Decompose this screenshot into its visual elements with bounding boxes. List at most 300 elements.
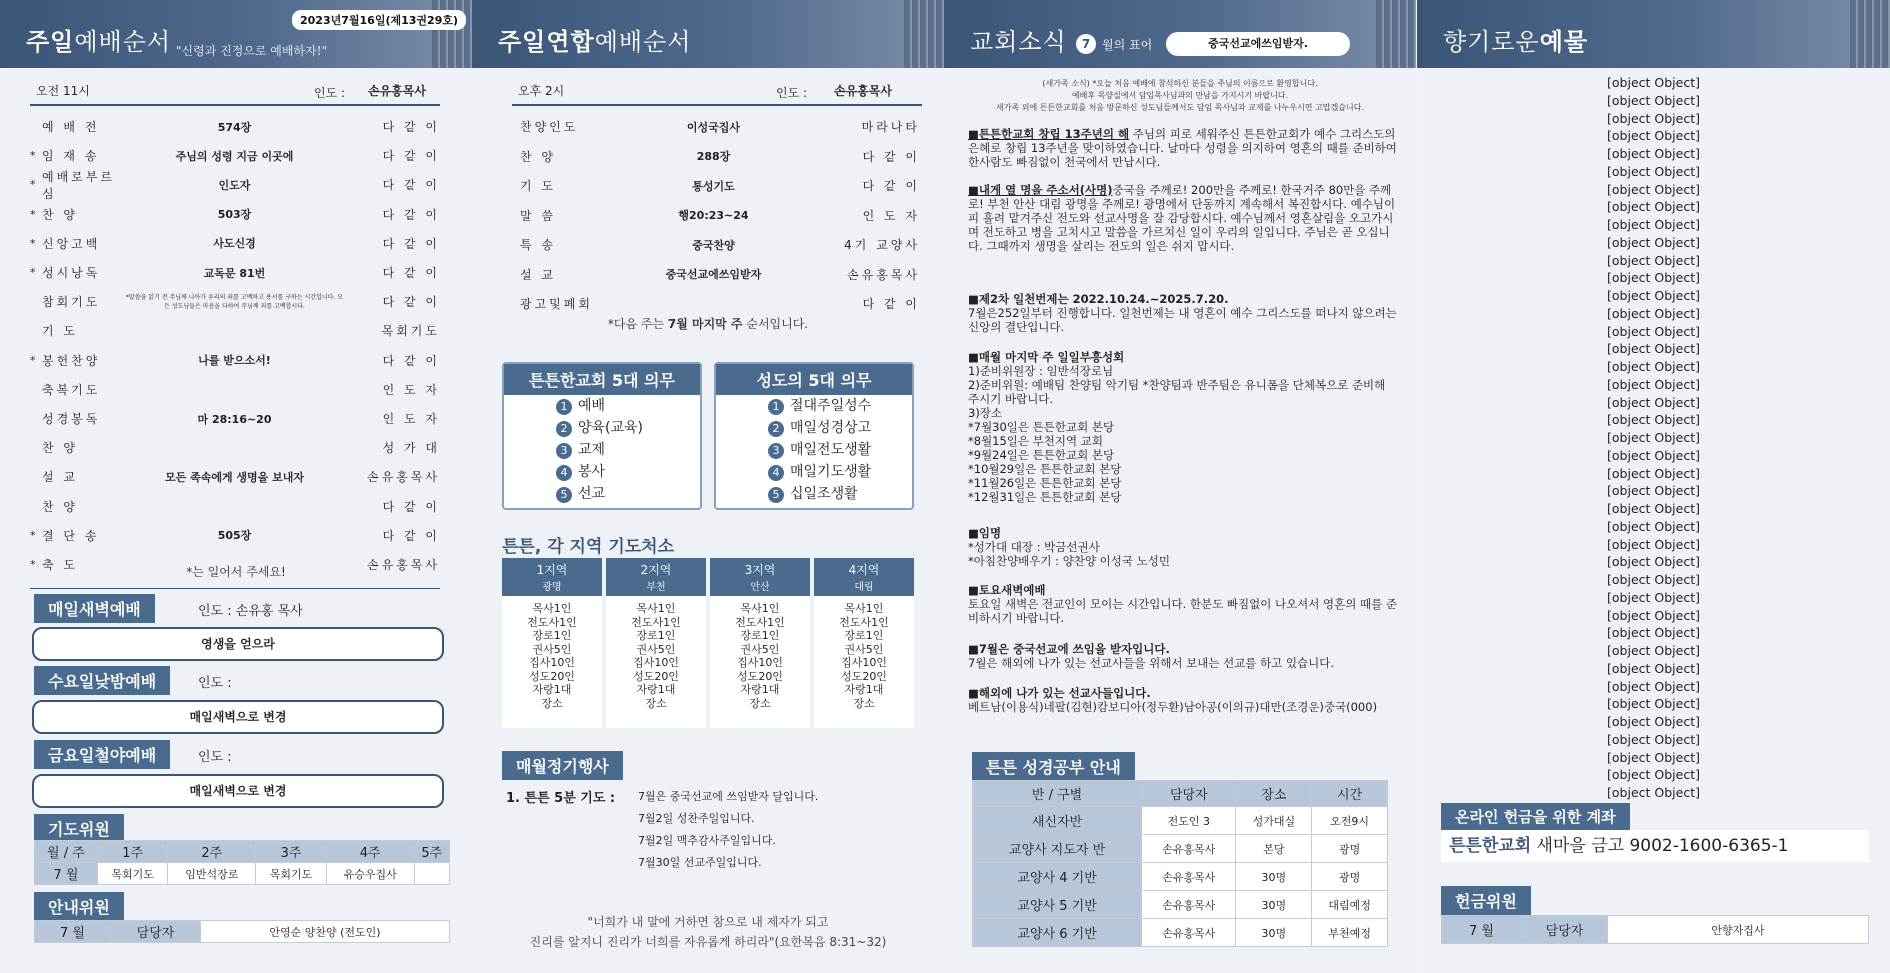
td: 7 월 bbox=[35, 863, 98, 885]
row-name: 축 도 bbox=[42, 558, 78, 572]
td: 30명 bbox=[1236, 863, 1312, 891]
fri-note: 매일새벽으로 변경 bbox=[32, 774, 444, 808]
offering-line: [object Object] bbox=[1607, 607, 1700, 623]
row-name: 광고및폐회 bbox=[520, 297, 593, 311]
region-cell: 장소 bbox=[541, 696, 563, 710]
row-mark: * bbox=[30, 178, 36, 192]
offering-line: [object Object] bbox=[1607, 323, 1700, 339]
offering-line: [object Object] bbox=[1607, 643, 1700, 658]
order-row bbox=[30, 521, 440, 550]
region-cell: 목사1인 bbox=[636, 602, 676, 615]
news-offering: ■제2차 일천번제는 2022.10.24.~2025.7.20. 7월은252일부터 진행합니다. 일천번제는 내 영혼이 예수 그리스도를 떠나지 않으려는 신앙의 결단입니다. bbox=[968, 292, 1397, 334]
events-list bbox=[638, 786, 818, 874]
order-row bbox=[30, 433, 440, 462]
region-column bbox=[710, 558, 810, 728]
row-content: 503장 bbox=[217, 208, 252, 222]
panel-offerings bbox=[1417, 0, 1890, 973]
account-box: 튼튼한교회 새마을 금고 9002-1600-6365-1 bbox=[1441, 830, 1869, 862]
intro-3: 새가족 외에 튼튼한교회를 처음 방문하신 성도님들께서도 담임 목사님과 교제를 나누우시면 고맙겠습니다. bbox=[995, 103, 1364, 112]
row-name: 특 송 bbox=[520, 238, 556, 252]
news-mission: ■내게 열 명을 주소서(사명)중국을 주께로! 200만을 주께로! 한국거주 80만을 주께로! 부천 안산 대림 광명을 주께로! 광명에서 단동까지 계속해서 복진합시다. 예수님이 피 흘려 맡겨주신 전도와 선교사명을 잘 감당합시다. 예수님께서 영혼살림을 오고가시며 전도하고 병을 고치시고 말씀을 가르치신 일이 우리의 일입니다. 주님은 곧 오십니다. 그때까지 생명을 살리는 전도의 일은 쉬지 맙시다. bbox=[968, 183, 1396, 253]
row-content: 모든 족속에게 생명을 보내자 bbox=[165, 470, 304, 484]
row-who: 다 같 이 bbox=[382, 499, 440, 514]
offering-line: [object Object] bbox=[1607, 678, 1700, 694]
row-name: 결 단 송 bbox=[42, 528, 100, 543]
regions-grid bbox=[502, 558, 914, 728]
offering-line: [object Object] bbox=[1607, 146, 1700, 161]
news-anniversary: ■튼튼한교회 창립 13주년의 해 주님의 피로 세워주신 튼튼한교회가 예수 그리스도의 은혜로 창립 13주년을 맞이하였습니다. 날마다 성령을 의지하여 영혼의 때를 준비하여 한사람도 빠짐없이 천국에서 만납시다. bbox=[968, 127, 1397, 169]
duty-label: 매일기도생활 bbox=[790, 464, 872, 480]
row-content: 인도자 bbox=[218, 178, 251, 192]
region-cell: 성도20인 bbox=[529, 669, 575, 683]
duty-number: 4 bbox=[556, 465, 572, 481]
offering-line: [object Object] bbox=[1607, 92, 1700, 108]
row-who: 손유홍목사 bbox=[367, 470, 440, 485]
region-cell: 전도사1인 bbox=[527, 615, 577, 629]
row-who: 인 도 자 bbox=[382, 382, 440, 397]
row-mark: * bbox=[30, 266, 36, 279]
leader-label: 인도 : bbox=[776, 86, 808, 100]
region-cell: 권사5인 bbox=[844, 642, 884, 656]
region-column bbox=[502, 558, 602, 728]
order-row bbox=[520, 260, 920, 289]
td: 손유홍목사 bbox=[1142, 919, 1236, 947]
row-who: 다 같 이 bbox=[862, 179, 920, 193]
offering-line: [object Object] bbox=[1607, 234, 1700, 250]
order-row bbox=[30, 258, 440, 287]
row-who: 인 도 자 bbox=[862, 208, 920, 223]
th: 반 / 구별 bbox=[973, 781, 1142, 807]
offering-line: [object Object] bbox=[1607, 288, 1700, 303]
events-head: 1. 튼튼 5분 기도 : bbox=[506, 791, 616, 806]
offering-line: [object Object] bbox=[1607, 412, 1700, 428]
news-line: *아침찬양배우기 : 양찬양 이성국 노성민 bbox=[968, 554, 1170, 568]
duty-label: 매일전도생활 bbox=[790, 442, 872, 458]
td: 임반석장로 bbox=[168, 863, 256, 885]
region-header bbox=[606, 558, 706, 596]
td: 교양사 5 기반 bbox=[973, 891, 1142, 919]
duty-item bbox=[504, 439, 700, 461]
offering-line: [object Object] bbox=[1607, 660, 1700, 676]
region-cell: 전도사1인 bbox=[631, 615, 681, 629]
order-row bbox=[30, 375, 440, 404]
td: 7 월 bbox=[1442, 916, 1522, 944]
region-cell: 집사10인 bbox=[737, 656, 783, 669]
td: 성가대실 bbox=[1236, 807, 1312, 835]
order-row bbox=[520, 201, 920, 230]
row-name: 신앙고백 bbox=[42, 236, 101, 251]
row-name: 설 교 bbox=[520, 267, 556, 282]
offering-committee-table bbox=[1441, 915, 1869, 944]
th: 장소 bbox=[1236, 781, 1312, 807]
region-cell: 자랑1대 bbox=[532, 683, 572, 696]
offering-line: [object Object] bbox=[1607, 749, 1700, 765]
bible-study-tag: 튼튼 성경공부 안내 bbox=[972, 752, 1135, 781]
td: 안영순 양찬양 (전도인) bbox=[201, 921, 450, 943]
row-who: 다 같 이 bbox=[382, 236, 440, 251]
church-duties-box bbox=[502, 362, 702, 510]
box-title: 성도의 5대 의무 bbox=[716, 364, 912, 395]
online-offering-tag: 온라인 헌금을 위한 계좌 bbox=[1441, 803, 1630, 830]
th: 5주 bbox=[414, 841, 449, 863]
td: 손유홍목사 bbox=[1142, 891, 1236, 919]
duty-number: 4 bbox=[768, 465, 784, 481]
building-graphic bbox=[1376, 0, 1416, 68]
offering-line: [object Object] bbox=[1607, 625, 1700, 641]
row-content: 이성국집사 bbox=[686, 120, 741, 134]
news-line: *7월30일은 튼튼한교회 본당 bbox=[968, 420, 1115, 434]
th: 1주 bbox=[97, 841, 168, 863]
region-cell: 자랑1대 bbox=[636, 683, 676, 696]
news-line: *9월24일은 튼튼한교회 본당 bbox=[968, 448, 1115, 462]
row-content: 교독문 81번 bbox=[203, 266, 266, 280]
offering-line: [object Object] bbox=[1607, 75, 1700, 90]
th: 시간 bbox=[1312, 781, 1388, 807]
row-who: 다 같 이 bbox=[382, 353, 440, 368]
row-name: 임 재 송 bbox=[42, 149, 100, 164]
region-cell: 자랑1대 bbox=[740, 683, 780, 696]
event-item: 7월은 중국선교에 쓰임받자 달입니다. bbox=[638, 790, 819, 803]
duty-label: 선교 bbox=[578, 486, 606, 502]
next-week-note: *다음 주는 7월 마지막 주 순서입니다. bbox=[607, 317, 809, 331]
region-cell: 집사10인 bbox=[841, 656, 887, 669]
td: 안향자집사 bbox=[1608, 916, 1869, 944]
wed-note: 매일새벽으로 변경 bbox=[32, 700, 444, 734]
td: 광명 bbox=[1312, 863, 1388, 891]
region-cell: 장소 bbox=[749, 696, 771, 710]
region-cell: 장소 bbox=[853, 696, 875, 710]
duty-number: 3 bbox=[768, 443, 784, 459]
row-who: 다 같 이 bbox=[382, 120, 440, 134]
duty-label: 예배 bbox=[578, 398, 606, 414]
region-cell: 장로1인 bbox=[636, 629, 676, 642]
box-title: 튼튼한교회 5대 의무 bbox=[504, 364, 700, 395]
duty-list bbox=[716, 395, 912, 505]
month-label: 월의 표어 bbox=[1102, 38, 1153, 52]
duty-label: 봉사 bbox=[578, 464, 606, 480]
offering-line: [object Object] bbox=[1607, 376, 1700, 392]
th: 담당자 bbox=[1142, 781, 1236, 807]
offering-committee-tag: 헌금위원 bbox=[1441, 886, 1531, 915]
row-name: 설 교 bbox=[42, 470, 78, 485]
motto: "신령과 진정으로 예배하자!" bbox=[176, 44, 328, 58]
verse-line-2: 진리를 알지니 진리가 너희를 자유롭게 하리라"(요한복음 8:31~32) bbox=[529, 935, 887, 949]
duty-number: 5 bbox=[768, 487, 784, 503]
row-content: 288장 bbox=[696, 150, 731, 163]
intro-1: (새가족 소식) *오늘 처음 예배에 참석하신 분들을 주님의 이름으로 환영합니다. bbox=[1042, 79, 1318, 88]
order-row bbox=[30, 141, 440, 170]
offering-line: [object Object] bbox=[1607, 465, 1700, 481]
news-line: *11월26일은 튼튼한교회 본당 bbox=[968, 476, 1122, 490]
region-header bbox=[710, 558, 810, 596]
row-who: 다 같 이 bbox=[862, 297, 920, 311]
region-cell: 권사5인 bbox=[636, 642, 676, 656]
offering-line: [object Object] bbox=[1607, 110, 1700, 126]
region-cell: 자랑1대 bbox=[844, 683, 884, 696]
th: 월 / 주 bbox=[35, 841, 98, 863]
region-cell: 장로1인 bbox=[844, 629, 884, 642]
slogan: 중국선교에쓰임받자. bbox=[1166, 32, 1350, 56]
region-column bbox=[814, 558, 914, 728]
th: 4주 bbox=[326, 841, 414, 863]
order-row bbox=[30, 170, 440, 199]
duty-label: 매일성경상고 bbox=[790, 420, 872, 436]
td: 손유홍목사 bbox=[1142, 863, 1236, 891]
duty-number: 2 bbox=[768, 421, 784, 437]
offering-line: [object Object] bbox=[1607, 696, 1700, 712]
region-header bbox=[502, 558, 602, 596]
monthly-events-tag: 매월정기행사 bbox=[502, 751, 623, 780]
td: 목회기도 bbox=[97, 863, 168, 885]
order-row bbox=[30, 287, 440, 316]
divider bbox=[512, 104, 922, 106]
duty-item bbox=[504, 417, 700, 439]
region-cell: 권사5인 bbox=[532, 642, 572, 656]
row-mark: * bbox=[30, 353, 36, 367]
prayer-committee-tag: 기도위원 bbox=[34, 814, 124, 843]
news-revival: ■매월 마지막 주 일일부흥성회 1)준비위원장 : 임반석장로님 2)준비위원: 예배팀 찬양팀 악기팀 *찬양팀과 반주팀은 유니폼을 단체복으로 준비해 주시기 바랍니다. 3)장소 *7월30일은 튼튼한교회 본당 *8월15일은 부천지역 교회 *9월24일은 튼튼한교회 본당 *10월29일은 튼튼한교회 본당 *11월26일은 튼튼한교회 본당 *12월31일은 튼튼한교회 본당 bbox=[968, 350, 1398, 504]
offering-line: [object Object] bbox=[1607, 536, 1700, 552]
row-who: 인 도 자 bbox=[382, 412, 440, 426]
row-name: 봉헌찬양 bbox=[42, 353, 101, 368]
prayer-table bbox=[34, 840, 450, 885]
row-name: 기 도 bbox=[520, 179, 556, 193]
date-badge: 2023년7월16일(제13권29호) bbox=[292, 10, 466, 30]
wed-leader: 인도 : bbox=[198, 676, 232, 691]
offering-line: [object Object] bbox=[1607, 341, 1700, 357]
region-cell: 전도사1인 bbox=[839, 615, 889, 629]
row-content: 나를 받으소서! bbox=[198, 354, 271, 368]
month-badge: 7 bbox=[1076, 34, 1096, 54]
region-cell: 성도20인 bbox=[737, 669, 783, 683]
row-name: 찬양인도 bbox=[520, 120, 579, 134]
event-item: 7월30일 선교주일입니다. bbox=[638, 856, 762, 869]
duty-list bbox=[504, 395, 700, 505]
region-name: 3지역 bbox=[744, 563, 776, 577]
td: 광명 bbox=[1312, 835, 1388, 863]
region-cell: 권사5인 bbox=[740, 642, 780, 656]
duty-item bbox=[716, 417, 912, 439]
usher-committee-tag: 안내위원 bbox=[34, 892, 124, 921]
news-line: *성가대 대장 : 박금선권사 bbox=[968, 540, 1100, 554]
order-row bbox=[30, 316, 440, 345]
offering-line: [object Object] bbox=[1607, 305, 1700, 321]
event-item: 7월2일 맥추감사주일입니다. bbox=[638, 834, 776, 847]
stand-note: *는 일어서 주세요! bbox=[186, 565, 286, 579]
regions-title: 튼튼, 각 지역 기도처소 bbox=[502, 537, 675, 557]
order-row bbox=[30, 462, 440, 491]
row-name: 말 씀 bbox=[520, 208, 556, 223]
news-line: 1)준비위원장 : 임반석장로님 bbox=[968, 364, 1114, 378]
dawn-leader: 인도 : 손유홍 목사 bbox=[198, 604, 303, 619]
duty-label: 절대주일성수 bbox=[790, 398, 872, 414]
row-who: 다 같 이 bbox=[382, 295, 440, 310]
td: 7 월 bbox=[35, 921, 111, 943]
th: 2주 bbox=[168, 841, 256, 863]
td: 교양사 지도자 반 bbox=[973, 835, 1142, 863]
offering-line: [object Object] bbox=[1607, 181, 1700, 197]
row-content: 574장 bbox=[217, 120, 252, 134]
td: 교양사 4 기반 bbox=[973, 863, 1142, 891]
panel-header bbox=[472, 0, 944, 68]
td: 새신자반 bbox=[973, 807, 1142, 835]
building-graphic bbox=[904, 0, 944, 68]
td: 손유홍목사 bbox=[1142, 835, 1236, 863]
offering-line: [object Object] bbox=[1607, 483, 1700, 499]
panel-church-news bbox=[944, 0, 1416, 973]
row-content: 통성기도 bbox=[692, 179, 735, 193]
duty-number: 5 bbox=[556, 487, 572, 503]
intro-2: 예배후 목양실에서 담임목사님과의 만남을 가지시기 바랍니다. bbox=[1071, 91, 1289, 100]
order-row bbox=[520, 142, 920, 171]
leader-name: 손유홍목사 bbox=[834, 84, 892, 98]
region-name: 4지역 bbox=[848, 563, 880, 577]
panel-sunday-service bbox=[0, 0, 472, 973]
td: 오전9시 bbox=[1312, 807, 1388, 835]
row-name: 예 배 전 bbox=[42, 120, 100, 134]
row-who: 다 같 이 bbox=[382, 149, 440, 164]
page-title: 향기로운예물 bbox=[1443, 28, 1589, 56]
row-mark: * bbox=[30, 528, 36, 542]
offering-line: [object Object] bbox=[1607, 270, 1700, 286]
duty-item bbox=[716, 395, 912, 417]
news-china: ■7월은 중국선교에 쓰임을 받자입니다. 7월은 해외에 나가 있는 선교사들을 위해서 보내는 선교를 하고 있습니다. bbox=[968, 642, 1335, 670]
th: 3주 bbox=[256, 841, 327, 863]
offering-line: [object Object] bbox=[1607, 589, 1700, 605]
region-cell: 목사1인 bbox=[740, 602, 780, 615]
offering-line: [object Object] bbox=[1607, 501, 1700, 516]
news-line: 3)장소 bbox=[968, 406, 1003, 420]
offering-line: [object Object] bbox=[1607, 199, 1700, 215]
duty-item bbox=[504, 395, 700, 417]
order-row bbox=[520, 230, 920, 259]
duty-label: 교제 bbox=[578, 442, 606, 458]
order-row bbox=[30, 346, 440, 375]
row-who: 4기 교양사 bbox=[844, 238, 920, 252]
row-name: 예배로부르심 bbox=[42, 169, 115, 201]
region-cell: 집사10인 bbox=[529, 656, 575, 669]
row-content: 505장 bbox=[217, 529, 252, 543]
duty-label: 양육(교육) bbox=[578, 420, 644, 436]
duty-item bbox=[504, 461, 700, 483]
region-column bbox=[606, 558, 706, 728]
region-cell: 장로1인 bbox=[532, 629, 572, 642]
duty-label: 십일조생활 bbox=[790, 486, 858, 502]
page-title: 주일예배순서 bbox=[26, 28, 172, 56]
usher-table bbox=[34, 920, 450, 943]
region-place: 대림 bbox=[854, 582, 874, 593]
wed-service-tag: 수요일낮밤예배 bbox=[34, 666, 170, 695]
order-row bbox=[30, 404, 440, 433]
duty-item bbox=[716, 461, 912, 483]
row-mark: * bbox=[30, 207, 36, 221]
td: 30명 bbox=[1236, 891, 1312, 919]
region-cell: 집사10인 bbox=[633, 656, 679, 669]
row-who: 손유홍목사 bbox=[367, 558, 440, 572]
offering-line: [object Object] bbox=[1607, 767, 1700, 783]
duty-item bbox=[504, 483, 700, 505]
row-content: 마 28:16~20 bbox=[197, 412, 272, 426]
row-mark: * bbox=[30, 149, 36, 163]
duty-item bbox=[716, 439, 912, 461]
duty-item bbox=[716, 483, 912, 505]
dawn-service-tag: 매일새벽예배 bbox=[34, 594, 155, 623]
region-name: 1지역 bbox=[536, 563, 568, 577]
leader-label: 인도 : bbox=[314, 86, 346, 100]
row-who: 다 같 이 bbox=[382, 528, 440, 543]
region-cell: 목사1인 bbox=[532, 602, 572, 615]
row-who: 목회기도 bbox=[381, 324, 440, 339]
panel-union-service bbox=[472, 0, 944, 973]
row-mark: * bbox=[30, 558, 36, 571]
row-name: 찬 양 bbox=[42, 207, 78, 222]
row-name: 참회기도 bbox=[42, 295, 101, 310]
row-content: 중국찬양 bbox=[692, 238, 735, 252]
row-who: 다 같 이 bbox=[382, 178, 440, 193]
row-who: 다 같 이 bbox=[862, 149, 920, 164]
offering-line: [object Object] bbox=[1607, 447, 1700, 463]
news-appointment: ■임명 *성가대 대장 : 박금선권사 *아침찬양배우기 : 양찬양 이성국 노성민 bbox=[968, 526, 1398, 568]
region-cell: 장소 bbox=[645, 696, 667, 710]
row-who: 다 같 이 bbox=[382, 266, 440, 280]
td: 30명 bbox=[1236, 919, 1312, 947]
region-cell: 성도20인 bbox=[633, 669, 679, 683]
offering-line: [object Object] bbox=[1607, 430, 1700, 445]
duty-number: 2 bbox=[556, 421, 572, 437]
offering-line: [object Object] bbox=[1607, 731, 1700, 747]
fri-service-tag: 금요일철야예배 bbox=[34, 740, 170, 769]
td: 목회기도 bbox=[256, 863, 327, 885]
order-row bbox=[30, 200, 440, 229]
td: 교양사 6 기반 bbox=[973, 919, 1142, 947]
offering-line: [object Object] bbox=[1607, 394, 1700, 410]
divider bbox=[30, 104, 440, 106]
dawn-sermon: 영생을 얻으라 bbox=[32, 627, 444, 661]
row-name: 찬 양 bbox=[42, 499, 78, 514]
td: 유승우집사 bbox=[326, 863, 414, 885]
news-saturday: ■토요새벽예배 토요일 새벽은 전교인이 모이는 시간입니다. 한분도 빠짐없이 나오셔서 영혼의 때를 준비하시기 바랍니다. bbox=[968, 583, 1398, 625]
row-content: 행20:23~24 bbox=[678, 209, 749, 222]
td: 부천예정 bbox=[1312, 919, 1388, 947]
offering-line: [object Object] bbox=[1607, 359, 1700, 374]
offering-line: [object Object] bbox=[1607, 163, 1700, 179]
td: 담당자 bbox=[111, 921, 201, 943]
region-place: 광명 bbox=[542, 582, 562, 593]
order-row bbox=[30, 229, 440, 258]
news-line: *8월15일은 부천지역 교회 bbox=[968, 434, 1103, 448]
region-cell: 장로1인 bbox=[740, 629, 780, 642]
offering-line: [object Object] bbox=[1607, 714, 1700, 729]
region-cell: 성도20인 bbox=[841, 669, 887, 683]
news-line: *12월31일은 튼튼한교회 본당 bbox=[968, 490, 1122, 504]
news-line: 2)준비위원: 예배팀 찬양팀 악기팀 *찬양팀과 반주팀은 유니폼을 단체복으로 준비해 주시기 바랍니다. bbox=[968, 378, 1386, 406]
duty-number: 3 bbox=[556, 443, 572, 459]
region-cell: 목사1인 bbox=[844, 602, 884, 615]
row-content: 사도신경 bbox=[213, 237, 256, 251]
page-title: 교회소식 bbox=[970, 28, 1067, 56]
order-row bbox=[520, 289, 920, 318]
row-name: 성경봉독 bbox=[42, 412, 101, 426]
offering-line: [object Object] bbox=[1607, 554, 1700, 570]
offering-line: [object Object] bbox=[1607, 252, 1700, 268]
offering-line: [object Object] bbox=[1607, 572, 1700, 587]
bible-study-table bbox=[972, 780, 1388, 947]
row-content: 중국선교에쓰임받자 bbox=[665, 268, 762, 281]
news-line: *10월29일은 튼튼한교회 본당 bbox=[968, 462, 1122, 476]
row-who: 마라나타 bbox=[861, 120, 920, 134]
region-cell: 전도사1인 bbox=[735, 615, 785, 629]
order-row bbox=[30, 112, 440, 141]
